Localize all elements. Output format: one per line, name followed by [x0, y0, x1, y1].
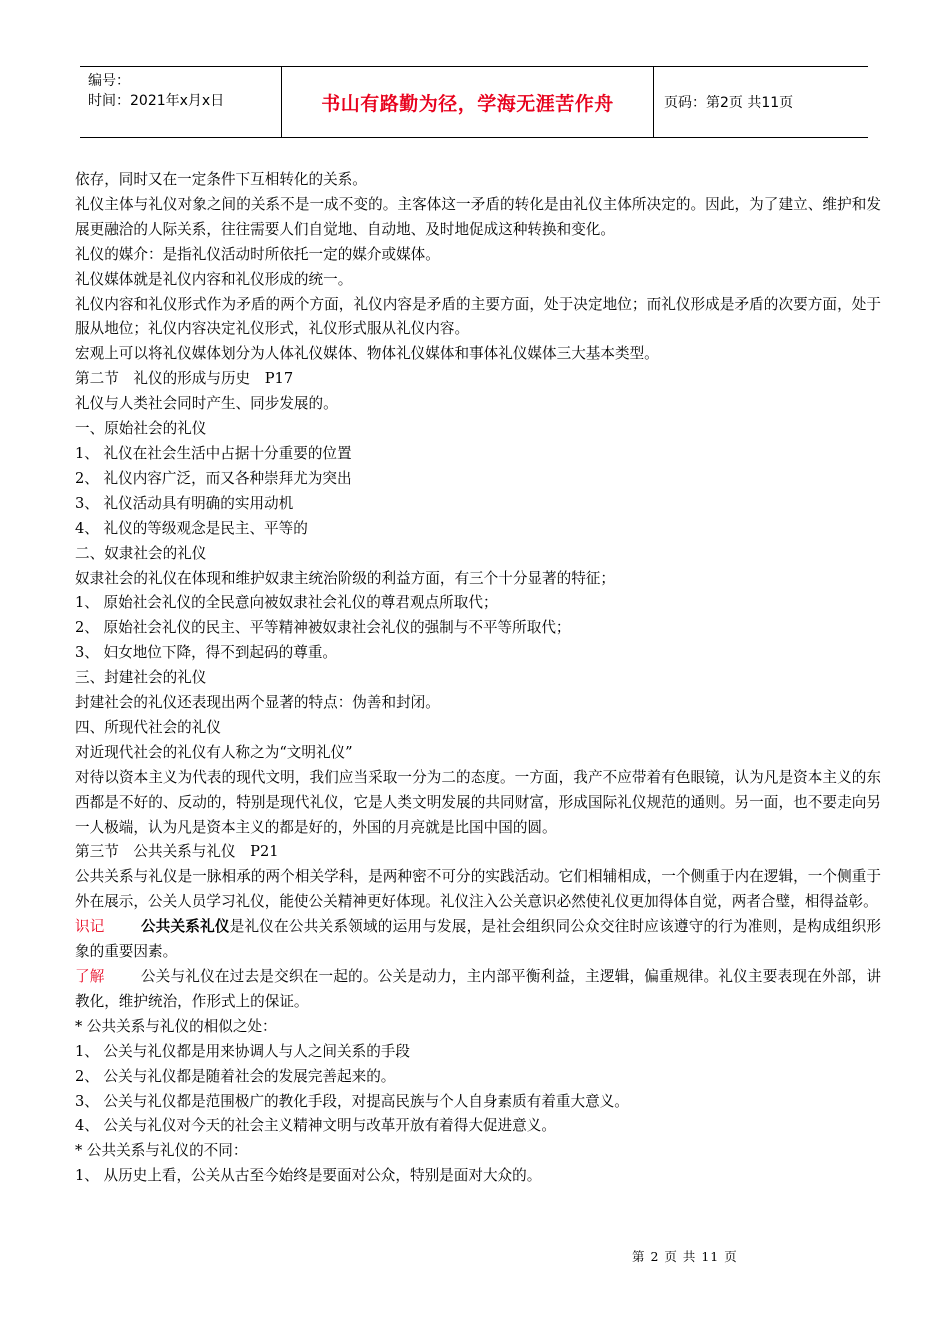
- paragraph: 2、 原始社会礼仪的民主、平等精神被奴隶社会礼仪的强制与不平等所取代；: [75, 619, 571, 637]
- paragraph: 3、 礼仪活动具有明确的实用动机: [75, 494, 294, 512]
- page-footer: 第 2 页 共 11 页: [632, 1249, 738, 1264]
- paragraph: 3、 妇女地位下降，得不到起码的尊重。: [75, 644, 338, 662]
- paragraph: 第二节 礼仪的形成与历史 P17: [75, 370, 294, 388]
- paragraph: 奴隶社会的礼仪在体现和维护奴隶主统治阶级的利益方面，有三个十分显著的特征；: [75, 569, 615, 587]
- paragraph: 封建社会的礼仪还表现出两个显著的特点：伪善和封闭。: [75, 694, 440, 712]
- paragraph: 对待以资本主义为代表的现代文明，我们应当采取一分为二的态度。一方面，我产不应带着有色眼镜，认为凡是资本主义的东西都是不好的、反动的，特别是现代礼仪，它是人类文明发展的共同财富，形成国际礼仪规范的通则。另一面，也不要走向另一人极端，认为凡是资本主义的都是好的，外国的月亮就是比国中国的圆。: [75, 768, 881, 836]
- paragraph: 第三节 公共关系与礼仪 P21: [75, 843, 279, 861]
- recognize-paragraph: [75, 915, 881, 965]
- paragraph: 1、 从历史上看，公关从古至今始终是要面对公众，特别是面对大众的。: [75, 1167, 542, 1185]
- document-body: [75, 168, 881, 1189]
- paragraph: 礼仪内容和礼仪形式作为矛盾的两个方面，礼仪内容是矛盾的主要方面，处于决定地位；而礼仪形成是矛盾的次要方面，处于服从地位；礼仪内容决定礼仪形式，礼仪形式服从礼仪内容。: [75, 295, 881, 338]
- paragraph: 4、 公关与礼仪对今天的社会主义精神文明与改革开放有着得大促进意义。: [75, 1117, 556, 1135]
- recognize-text: 是礼仪在公共关系领域的运用与发展，是社会组织同公众交往时应该遵守的行为准则，是构成组织形象的重要因素。: [75, 918, 881, 961]
- paragraph: 依存，同时又在一定条件下互相转化的关系。: [75, 171, 367, 188]
- paragraph: 1、 公关与礼仪都是用来协调人与人之间关系的手段: [75, 1042, 410, 1060]
- paragraph: 礼仪与人类社会同时产生、同步发展的。: [75, 395, 338, 413]
- paragraph: 一、原始社会的礼仪: [75, 420, 207, 438]
- recognize-term: 公共关系礼仪: [140, 918, 230, 936]
- header-meta-cell: [80, 67, 282, 137]
- understand-tag: 了解: [75, 968, 105, 985]
- understand-text: 公关与礼仪在过去是交织在一起的。公关是动力，主内部平衡利益，主逻辑，偏重规律。礼仪主要表现在外部，讲教化，维护统治，作形式上的保证。: [75, 968, 881, 1010]
- paragraph: 礼仪媒体就是礼仪内容和礼仪形成的统一。: [75, 270, 353, 288]
- paragraph: 礼仪的媒介：是指礼仪活动时所依托一定的媒介或媒体。: [75, 245, 440, 263]
- paragraph: 四、所现代社会的礼仪: [75, 718, 221, 736]
- paragraph: 3、 公关与礼仪都是范围极广的教化手段，对提高民族与个人自身素质有着重大意义。: [75, 1092, 629, 1110]
- understand-paragraph: [75, 965, 881, 1015]
- paragraph-list: [75, 168, 881, 915]
- paragraph: 三、封建社会的礼仪: [75, 669, 207, 687]
- motto: 书山有路勤为径，学海无涯苦作舟: [282, 67, 654, 137]
- paragraph-list-tail: [75, 1015, 881, 1189]
- paragraph: 二、奴隶社会的礼仪: [75, 544, 207, 562]
- paragraph: 公共关系与礼仪是一脉相承的两个相关学科，是两种密不可分的实践活动。它们相辅相成，一个侧重于内在逻辑，一个侧重于外在展示，公关人员学习礼仪，能使公关精神更好体现。礼仪注入公关意识必然使礼仪更加得体自觉，两者合璧，相得益彰。: [75, 868, 881, 911]
- paragraph: * 公共关系与礼仪的相似之处：: [75, 1017, 277, 1035]
- paragraph: 对近现代社会的礼仪有人称之为“文明礼仪”: [75, 743, 353, 761]
- paragraph: 宏观上可以将礼仪媒体划分为人体礼仪媒体、物体礼仪媒体和事体礼仪媒体三大基本类型。: [75, 345, 659, 363]
- header-table: [80, 66, 868, 138]
- page-label: 页码：第2页 共11页: [664, 95, 794, 111]
- paragraph: 礼仪主体与礼仪对象之间的关系不是一成不变的。主客体这一矛盾的转化是由礼仪主体所决定的。因此，为了建立、维护和发展更融洽的人际关系，往往需要人们自觉地、自动地、及时地促成这种转换和变化。: [75, 195, 881, 238]
- paragraph: 2、 礼仪内容广泛，而又各种崇拜尤为突出: [75, 469, 352, 487]
- paragraph: 2、 公关与礼仪都是随着社会的发展完善起来的。: [75, 1067, 396, 1085]
- paragraph: * 公共关系与礼仪的不同：: [75, 1142, 248, 1160]
- time-label: 时间：2021年x月x日: [88, 93, 225, 109]
- paragraph: 1、 礼仪在社会生活中占据十分重要的位置: [75, 444, 352, 462]
- code-label: 编号：: [88, 73, 130, 89]
- recognize-tag: 识记: [75, 918, 105, 936]
- paragraph: 4、 礼仪的等级观念是民主、平等的: [75, 519, 308, 537]
- paragraph: 1、 原始社会礼仪的全民意向被奴隶社会礼仪的尊君观点所取代；: [75, 594, 498, 612]
